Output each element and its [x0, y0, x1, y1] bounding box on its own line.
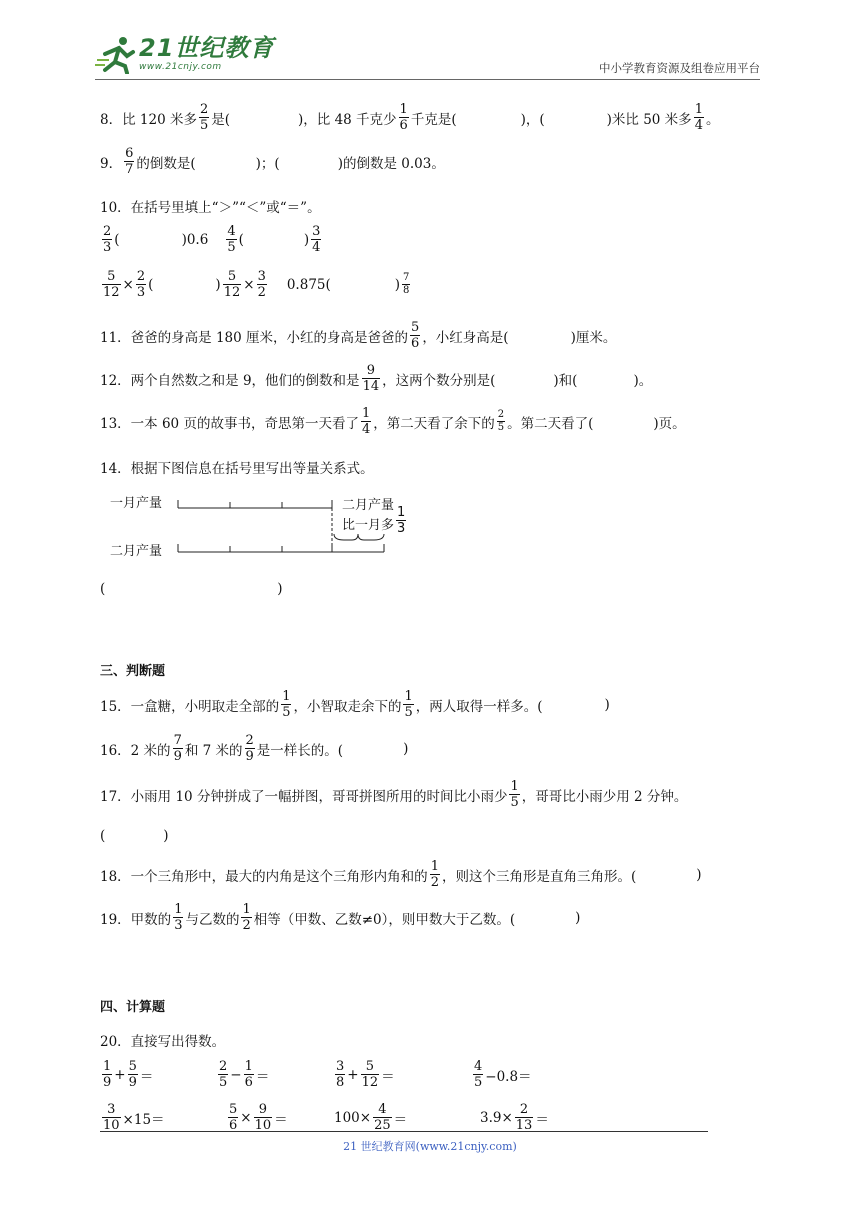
fraction: $\frac{2}{5}$ [199, 102, 209, 133]
logo-url: www.21cnjy.com [139, 62, 222, 72]
question-19: 19．甲数的 $\frac{1}{3}$ 与乙数的 $\frac{1}{2}$ 相等（甲数、乙数≠0），则甲数大于乙数。( ) [100, 902, 581, 933]
fraction: $\frac{1}{5}$ [510, 779, 519, 810]
fraction: $\frac{3}{4}$ [312, 224, 321, 255]
footer-divider [100, 1131, 708, 1132]
fraction: $\frac{9}{14}$ [362, 363, 380, 394]
fraction: $\frac{1}{2}$ [242, 902, 251, 933]
fraction: $\frac{1}{5}$ [404, 689, 413, 720]
logo-text: 21世纪教育 [139, 34, 275, 62]
question-11: 11．爸爸的身高是 180 厘米，小红的身高是爸爸的 $\frac{5}{6}$ ，小红身高是( )厘米。 [100, 320, 617, 351]
question-12: 12．两个自然数之和是 9，他们的倒数和是 $\frac{9}{14}$ ，这两个数分别是( )和( )。 [100, 363, 653, 394]
fraction: $\frac{2}{5}$ [497, 409, 505, 433]
fraction: $\frac{2}{3}$ [136, 269, 146, 300]
footer-text[interactable]: 21 世纪教育网(www.21cnjy.com) [343, 1140, 517, 1153]
fraction: $\frac{4}{5}$ [227, 224, 236, 255]
question-20: 20．直接写出得数。 [100, 1034, 226, 1050]
calc-item-7[interactable]: 100× $\frac{4}{25}$ ＝ [334, 1102, 408, 1133]
fraction: $\frac{6}{7}$ [125, 146, 134, 177]
fraction: $\frac{1}{3}$ [174, 902, 183, 933]
calc-item-5[interactable]: $\frac{3}{10}$ ×15＝ [103, 1102, 165, 1133]
question-15: 15．一盒糖，小明取走全部的 $\frac{1}{5}$ ，小智取走余下的 $\frac{1}{5}$ ，两人取得一样多。( ) [100, 689, 610, 720]
page-header [95, 28, 760, 80]
production-diagram [110, 488, 440, 566]
fraction: $\frac{3}{2}$ [257, 269, 266, 300]
question-16: 16．2 米的 $\frac{7}{9}$ 和 7 米的 $\frac{2}{9}$ 是一样长的。( ) [100, 733, 409, 764]
logo [95, 34, 274, 74]
runner-logo-icon [95, 34, 139, 74]
section-calculation: 四、计算题 [100, 1000, 166, 1015]
question-9: 9． $\frac{6}{7}$ 的倒数是( )；( )的倒数是 0.03。 [100, 146, 445, 177]
note-more-than-january: 比一月多 $\frac{1}{3}$ [342, 505, 406, 536]
question-13: 13．一本 60 页的故事书，奇思第一天看了 $\frac{1}{4}$ ，第二天看了余下的 $\frac{2}{5}$ 。第二天看了( )页。 [100, 406, 686, 437]
section-judgement: 三、判断题 [100, 664, 166, 679]
question-number: 8． [100, 111, 123, 128]
fraction: $\frac{1}{6}$ [399, 102, 408, 133]
note-february: 二月产量 [342, 498, 395, 513]
fraction: $\frac{5}{12}$ [103, 269, 120, 300]
question-10: 10．在括号里填上“＞”“＜”或“＝”。 [100, 200, 321, 216]
question-18: 18．一个三角形中，最大的内角是这个三角形内角和的 $\frac{1}{2}$ ，则这个三角形是直角三角形。( ) [100, 859, 702, 890]
fraction: $\frac{2}{3}$ [103, 224, 112, 255]
fraction: $\frac{1}{4}$ [361, 406, 371, 437]
fraction: $\frac{1}{4}$ [694, 102, 703, 133]
question-17-answer: ( ) [100, 828, 169, 844]
question-8: 8． 比 120 米多 $\frac{2}{5}$ 是( )，比 48 千克少 $\frac{1}{6}$ 千克是( )，( )米比 50 米多 $\frac{1}{4}$ 。 [100, 102, 720, 133]
calc-item-2[interactable]: $\frac{2}{5}$ − $\frac{1}{6}$ ＝ [219, 1059, 270, 1090]
fraction: $\frac{1}{3}$ [397, 505, 406, 536]
calc-item-1[interactable]: $\frac{1}{9}$ + $\frac{5}{9}$ ＝ [103, 1059, 154, 1090]
fraction: $\frac{1}{5}$ [282, 689, 291, 720]
question-14: 14．根据下图信息在括号里写出等量关系式。 [100, 461, 374, 477]
question-17: 17．小雨用 10 分钟拼成了一幅拼图，哥哥拼图所用的时间比小雨少 $\frac{1}{5}$ ，哥哥比小雨少用 2 分钟。 [100, 779, 688, 810]
fraction: $\frac{1}{2}$ [430, 859, 439, 890]
fraction: $\frac{5}{12}$ [223, 269, 241, 300]
calc-item-6[interactable]: $\frac{5}{6}$ × $\frac{9}{10}$ ＝ [229, 1102, 288, 1133]
calc-item-8[interactable]: 3.9× $\frac{2}{13}$ ＝ [480, 1102, 549, 1133]
label-february: 二月产量 [110, 544, 163, 559]
question-14-answer: ( ) [100, 581, 283, 597]
calc-item-4[interactable]: $\frac{4}{5}$ −0.8＝ [474, 1059, 532, 1090]
question-10-row-2: $\frac{5}{12}$ × $\frac{2}{3}$ ( ) $\frac{5}{12}$ × $\frac{3}{2}$ 0.875( ) $\frac{7}{8}$ [103, 269, 410, 300]
fraction: $\frac{2}{9}$ [245, 733, 254, 764]
fraction: $\frac{7}{8}$ [403, 272, 410, 296]
question-10-row-1: $\frac{2}{3}$ ( )0.6 $\frac{4}{5}$ ( ) $\frac{3}{4}$ [103, 224, 321, 255]
header-slogan: 中小学教育资源及组卷应用平台 [599, 61, 760, 75]
fraction: $\frac{5}{6}$ [411, 320, 420, 351]
label-january: 一月产量 [110, 496, 163, 511]
fraction: $\frac{7}{9}$ [173, 733, 182, 764]
calc-item-3[interactable]: $\frac{3}{8}$ + $\frac{5}{12}$ ＝ [336, 1059, 395, 1090]
